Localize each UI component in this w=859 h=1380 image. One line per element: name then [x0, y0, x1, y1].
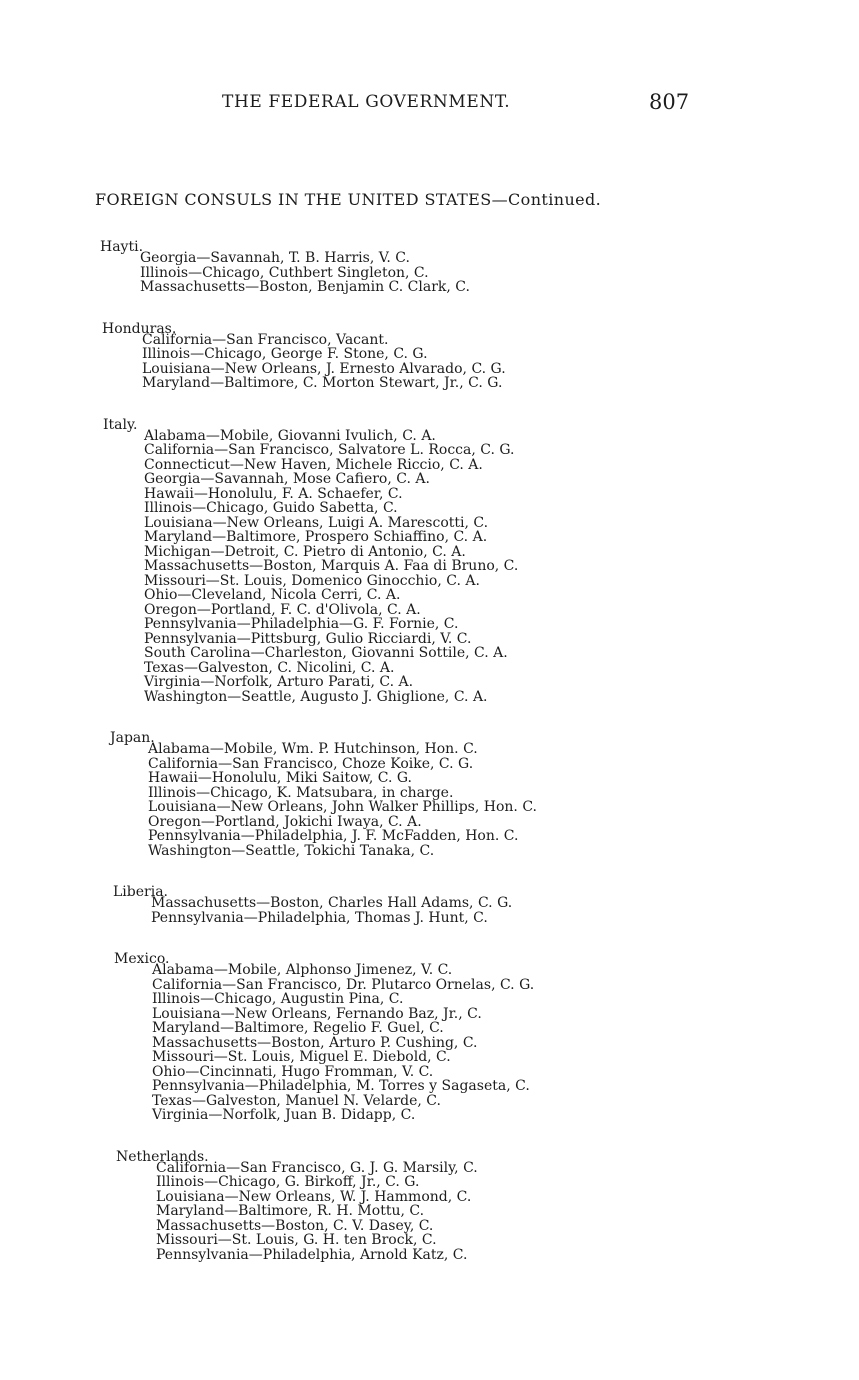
running-head: THE FEDERAL GOVERNMENT. — [222, 92, 511, 112]
consul-entry: California—San Francisco, Choze Koike, C. G. — [148, 755, 474, 772]
country-section-japan — [110, 731, 859, 858]
country-name: Honduras. — [102, 320, 177, 337]
country-section-mexico — [114, 952, 859, 1123]
consul-entry: Ohio—Cincinnati, Hugo Fromman, V. C. — [152, 1063, 434, 1080]
consul-entry: Connecticut—New Haven, Michele Riccio, C. A. — [144, 456, 483, 473]
consul-entry: Oregon—Portland, F. C. d'Olivola, C. A. — [144, 601, 421, 618]
consul-entry: Missouri—St. Louis, Miguel E. Diebold, C. — [152, 1049, 451, 1065]
consul-entry: Michigan—Detroit, C. Pietro di Antonio, C. A. — [144, 543, 466, 560]
consul-entry: Massachusetts—Boston, C. V. Dasey, C. — [156, 1217, 434, 1234]
country-name: Japan. — [110, 730, 155, 746]
country-section-honduras — [102, 322, 859, 391]
consul-entry: Pennsylvania—Philadelphia—G. F. Fornie, C. — [144, 616, 459, 632]
consul-entry: Louisiana—New Orleans, Luigi A. Marescotti, C. — [144, 514, 489, 531]
consul-entry: California—San Francisco, Dr. Plutarco Ornelas, C. G. — [152, 976, 535, 993]
consul-entry: Washington—Seattle, Augusto J. Ghiglione, C. A. — [144, 688, 488, 705]
consul-entry: Oregon—Portland, Jokichi Iwaya, C. A. — [148, 813, 422, 830]
consul-entry: Louisiana—New Orleans, W. J. Hammond, C. — [156, 1188, 472, 1205]
consul-entry: South Carolina—Charleston, Giovanni Sottile, C. A. — [144, 645, 508, 661]
consul-entry: Louisiana—New Orleans, John Walker Phillips, Hon. C. — [148, 799, 537, 815]
consul-entry: Louisiana—New Orleans, J. Ernesto Alvarado, C. G. — [142, 360, 506, 377]
consul-entry: Maryland—Baltimore, Regelio F. Guel, C. — [152, 1020, 444, 1036]
consul-entry: Missouri—St. Louis, Domenico Ginocchio, C. A. — [144, 572, 480, 589]
consul-entry: Georgia—Savannah, T. B. Harris, V. C. — [140, 250, 410, 266]
consul-entry: Illinois—Chicago, Augustin Pina, C. — [152, 991, 404, 1007]
country-name: Netherlands. — [116, 1148, 209, 1165]
consul-listing — [0, 240, 859, 1289]
country-name: Liberia. — [113, 884, 168, 900]
consul-entry: Washington—Seattle, Tokichi Tanaka, C. — [148, 842, 435, 859]
country-section-liberia — [113, 885, 859, 925]
page-number: 807 — [649, 90, 690, 114]
consul-entry: Illinois—Chicago, K. Matsubara, in charge. — [148, 784, 454, 801]
consul-entry: Pennsylvania—Pittsburg, Gulio Ricciardi, V. C. — [144, 630, 472, 647]
consul-entry: Texas—Galveston, C. Nicolini, C. A. — [144, 659, 395, 676]
country-section-italy — [103, 418, 859, 705]
consul-entry: Alabama—Mobile, Wm. P. Hutchinson, Hon. C. — [148, 741, 478, 757]
consul-entry: Ohio—Cleveland, Nicola Cerri, C. A. — [144, 587, 401, 603]
country-name: Italy. — [103, 416, 138, 433]
country-name: Hayti. — [100, 239, 144, 255]
consul-entry: Hawaii—Honolulu, F. A. Schaefer, C. — [144, 485, 403, 502]
consul-entry: Louisiana—New Orleans, Fernando Baz, Jr., C. — [152, 1005, 482, 1022]
consul-entry: Maryland—Baltimore, C. Morton Stewart, Jr., C. G. — [142, 375, 503, 391]
consul-entry: Massachusetts—Boston, Benjamin C. Clark, C. — [140, 279, 470, 295]
consul-entry: Virginia—Norfolk, Juan B. Didapp, C. — [152, 1107, 416, 1123]
consul-entry: Pennsylvania—Philadelphia, Arnold Katz, C. — [156, 1246, 468, 1263]
country-section-netherlands — [116, 1150, 859, 1263]
section-title: FOREIGN CONSULS IN THE UNITED STATES—Continued. — [95, 190, 602, 209]
consul-entry: Alabama—Mobile, Giovanni Ivulich, C. A. — [144, 427, 436, 444]
consul-entry: California—San Francisco, Vacant. — [142, 331, 389, 348]
consul-entry: Massachusetts—Boston, Marquis A. Faa di Bruno, C. — [144, 558, 519, 574]
consul-entry: Massachusetts—Boston, Charles Hall Adams, C. G. — [151, 895, 513, 911]
consul-entry: Georgia—Savannah, Mose Cafiero, C. A. — [144, 471, 430, 487]
country-name: Mexico. — [114, 951, 170, 967]
consul-entry: Pennsylvania—Philadelphia, Thomas J. Hunt, C. — [151, 909, 488, 926]
consul-entry: Hawaii—Honolulu, Miki Saitow, C. G. — [148, 770, 412, 786]
page-header — [0, 92, 859, 122]
consul-entry: Pennsylvania—Philadelphia, M. Torres y Sagaseta, C. — [152, 1078, 530, 1094]
consul-entry: Missouri—St. Louis, G. H. ten Brock, C. — [156, 1232, 437, 1248]
consul-entry: California—San Francisco, Salvatore L. Rocca, C. G. — [144, 442, 515, 458]
consul-entry: Virginia—Norfolk, Arturo Parati, C. A. — [144, 674, 414, 690]
consul-entry: Illinois—Chicago, Cuthbert Singleton, C. — [140, 264, 429, 281]
consul-entry: California—San Francisco, G. J. G. Marsily, C. — [156, 1159, 478, 1176]
consul-entry: Maryland—Baltimore, R. H. Mottu, C. — [156, 1203, 425, 1219]
consul-entry: Illinois—Chicago, George F. Stone, C. G. — [142, 346, 428, 362]
country-section-hayti — [100, 240, 859, 295]
consul-entry: Texas—Galveston, Manuel N. Velarde, C. — [152, 1092, 441, 1109]
consul-entry: Massachusetts—Boston, Arturo P. Cushing, C. — [152, 1034, 478, 1051]
consul-entry: Pennsylvania—Philadelphia, J. F. McFadden, Hon. C. — [148, 828, 519, 844]
consul-entry: Alabama—Mobile, Alphonso Jimenez, V. C. — [152, 962, 453, 978]
consul-entry: Illinois—Chicago, Guido Sabetta, C. — [144, 500, 398, 516]
consul-entry: Maryland—Baltimore, Prospero Schiaffino, C. A. — [144, 529, 488, 545]
consul-entry: Illinois—Chicago, G. Birkoff, Jr., C. G. — [156, 1174, 420, 1190]
